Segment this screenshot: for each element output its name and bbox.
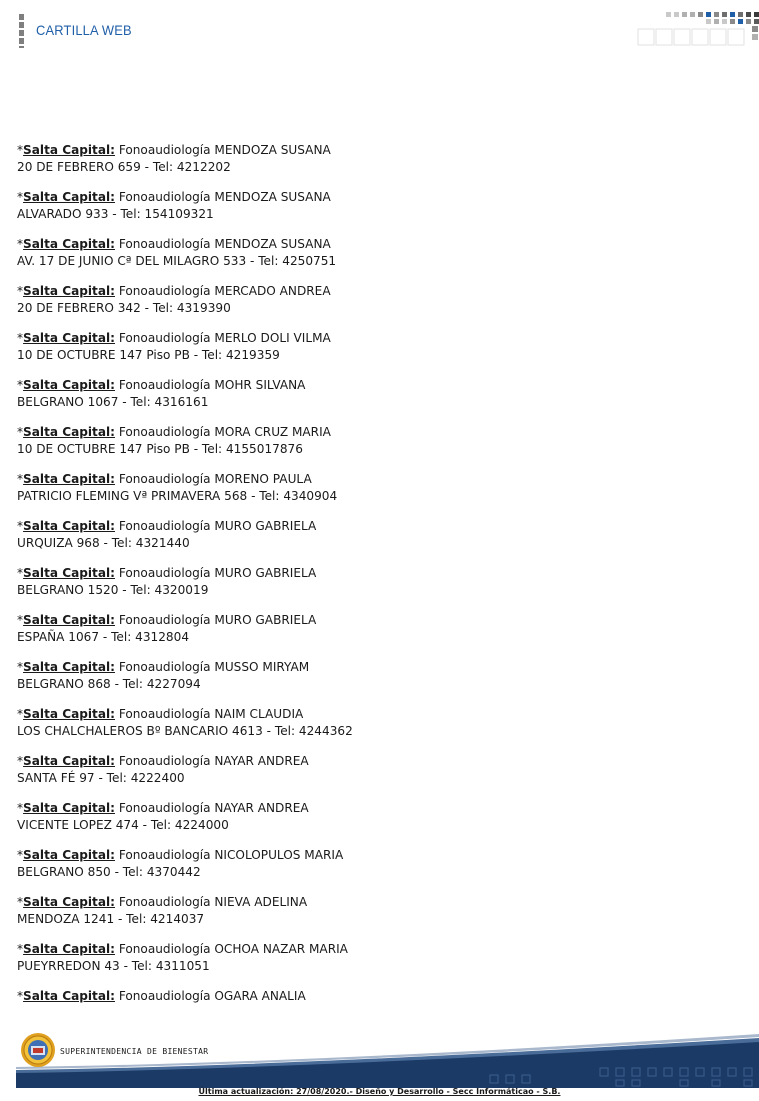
list-item [17, 612, 737, 646]
entry-heading [17, 518, 737, 535]
entry-provider: Fonoaudiología MORA CRUZ MARIA [114, 425, 331, 439]
entry-provider: Fonoaudiología MERCADO ANDREA [114, 284, 331, 298]
institution-seal-icon [20, 1032, 56, 1068]
entry-location: Salta Capital: [23, 566, 115, 580]
entry-heading [17, 330, 737, 347]
list-item [17, 330, 737, 364]
entry-heading [17, 800, 737, 817]
footer-update-note: Última actualización: 27/08/2020.- Diseño y Desarrollo - Secc Informáticao - S.B. [198, 1087, 561, 1096]
entry-heading [17, 236, 737, 253]
entry-address: BELGRANO 868 - Tel: 4227094 [17, 677, 201, 691]
list-item [17, 424, 737, 458]
entry-address: URQUIZA 968 - Tel: 4321440 [17, 536, 190, 550]
entry-prefix: * [17, 143, 24, 157]
list-item [17, 565, 737, 599]
list-item [17, 706, 737, 740]
entry-address: PATRICIO FLEMING Vª PRIMAVERA 568 - Tel: 4340904 [17, 489, 338, 503]
entry-heading [17, 612, 737, 629]
entry-address: AV. 17 DE JUNIO Cª DEL MILAGRO 533 - Tel: 4250751 [17, 254, 337, 268]
entry-location: Salta Capital: [23, 707, 115, 721]
entry-location: Salta Capital: [23, 754, 115, 768]
entry-address: VICENTE LOPEZ 474 - Tel: 4224000 [17, 818, 229, 832]
list-item [17, 847, 737, 881]
entry-location: Salta Capital: [23, 895, 115, 909]
entry-location: Salta Capital: [23, 143, 115, 157]
entry-provider: Fonoaudiología MERLO DOLI VILMA [114, 331, 331, 345]
entry-prefix: * [17, 237, 24, 251]
entry-address: LOS CHALCHALEROS Bº BANCARIO 4613 - Tel: 4244362 [17, 724, 353, 738]
entry-prefix: * [17, 895, 24, 909]
entry-provider: Fonoaudiología NIEVA ADELINA [114, 895, 308, 909]
entry-prefix: * [17, 378, 24, 392]
list-item [17, 800, 737, 834]
entry-heading [17, 189, 737, 206]
list-item [17, 941, 737, 975]
entry-address: BELGRANO 1520 - Tel: 4320019 [17, 583, 209, 597]
entry-prefix: * [17, 989, 24, 1003]
entry-heading [17, 142, 737, 159]
entry-address: MENDOZA 1241 - Tel: 4214037 [17, 912, 205, 926]
list-item [17, 189, 737, 223]
entry-location: Salta Capital: [23, 331, 115, 345]
entry-prefix: * [17, 613, 24, 627]
entry-location: Salta Capital: [23, 989, 115, 1003]
entry-provider: Fonoaudiología MURO GABRIELA [114, 566, 317, 580]
entry-prefix: * [17, 942, 24, 956]
entry-prefix: * [17, 754, 24, 768]
entry-prefix: * [17, 190, 24, 204]
entry-heading [17, 424, 737, 441]
entry-provider: Fonoaudiología NAIM CLAUDIA [114, 707, 304, 721]
entry-prefix: * [17, 566, 24, 580]
entry-location: Salta Capital: [23, 472, 115, 486]
entry-heading [17, 753, 737, 770]
entry-address: BELGRANO 1067 - Tel: 4316161 [17, 395, 209, 409]
page-header [0, 0, 759, 60]
entry-location: Salta Capital: [23, 848, 115, 862]
footer-band [0, 1028, 759, 1088]
entry-provider: Fonoaudiología NAYAR ANDREA [114, 754, 309, 768]
entry-prefix: * [17, 848, 24, 862]
entry-heading [17, 565, 737, 582]
entry-location: Salta Capital: [23, 284, 115, 298]
entry-location: Salta Capital: [23, 237, 115, 251]
list-item [17, 283, 737, 317]
entry-location: Salta Capital: [23, 942, 115, 956]
entry-address: ALVARADO 933 - Tel: 154109321 [17, 207, 214, 221]
entry-provider: Fonoaudiología OCHOA NAZAR MARIA [114, 942, 348, 956]
entry-address: 20 DE FEBRERO 659 - Tel: 4212202 [17, 160, 231, 174]
page-footer [0, 1028, 759, 1101]
entry-heading [17, 847, 737, 864]
list-item [17, 236, 737, 270]
entry-provider: Fonoaudiología OGARA ANALIA [114, 989, 306, 1003]
entry-provider: Fonoaudiología MUSSO MIRYAM [114, 660, 310, 674]
entry-address: 10 DE OCTUBRE 147 Piso PB - Tel: 4219359 [17, 348, 280, 362]
list-item [17, 471, 737, 505]
entry-provider: Fonoaudiología MURO GABRIELA [114, 613, 317, 627]
entry-prefix: * [17, 331, 24, 345]
header-title: CARTILLA WEB [36, 22, 132, 38]
entry-location: Salta Capital: [23, 660, 115, 674]
entry-heading [17, 894, 737, 911]
entry-provider: Fonoaudiología MOHR SILVANA [114, 378, 306, 392]
entry-address: 20 DE FEBRERO 342 - Tel: 4319390 [17, 301, 231, 315]
entry-prefix: * [17, 519, 24, 533]
entry-address: 10 DE OCTUBRE 147 Piso PB - Tel: 4155017876 [17, 442, 303, 456]
provider-list [17, 142, 737, 1018]
entry-prefix: * [17, 660, 24, 674]
entry-provider: Fonoaudiología MENDOZA SUSANA [114, 143, 331, 157]
entry-address: BELGRANO 850 - Tel: 4370442 [17, 865, 201, 879]
entry-provider: Fonoaudiología MENDOZA SUSANA [114, 237, 331, 251]
entry-provider: Fonoaudiología NICOLOPULOS MARIA [114, 848, 344, 862]
list-item [17, 894, 737, 928]
entry-prefix: * [17, 707, 24, 721]
entry-prefix: * [17, 472, 24, 486]
entry-provider: Fonoaudiología MURO GABRIELA [114, 519, 317, 533]
vertical-bars-icon [19, 14, 24, 48]
list-item [17, 988, 737, 1005]
entry-heading [17, 988, 737, 1005]
entry-prefix: * [17, 284, 24, 298]
entry-provider: Fonoaudiología NAYAR ANDREA [114, 801, 309, 815]
entry-address: PUEYRREDON 43 - Tel: 4311051 [17, 959, 210, 973]
entry-location: Salta Capital: [23, 613, 115, 627]
entry-heading [17, 283, 737, 300]
entry-heading [17, 659, 737, 676]
entry-address: ESPAÑA 1067 - Tel: 4312804 [17, 630, 190, 644]
entry-heading [17, 377, 737, 394]
entry-location: Salta Capital: [23, 519, 115, 533]
entry-heading [17, 941, 737, 958]
entry-location: Salta Capital: [23, 378, 115, 392]
entry-location: Salta Capital: [23, 190, 115, 204]
footer-org-name: SUPERINTENDENCIA DE BIENESTAR [60, 1047, 209, 1056]
entry-heading [17, 706, 737, 723]
entry-heading [17, 471, 737, 488]
list-item [17, 377, 737, 411]
list-item [17, 142, 737, 176]
entry-address: SANTA FÉ 97 - Tel: 4222400 [17, 771, 185, 785]
entry-location: Salta Capital: [23, 801, 115, 815]
entry-prefix: * [17, 801, 24, 815]
entry-provider: Fonoaudiología MENDOZA SUSANA [114, 190, 331, 204]
list-item [17, 518, 737, 552]
entry-prefix: * [17, 425, 24, 439]
entry-provider: Fonoaudiología MORENO PAULA [114, 472, 312, 486]
grid-squares-decoration [636, 12, 759, 48]
list-item [17, 753, 737, 787]
entry-location: Salta Capital: [23, 425, 115, 439]
list-item [17, 659, 737, 693]
